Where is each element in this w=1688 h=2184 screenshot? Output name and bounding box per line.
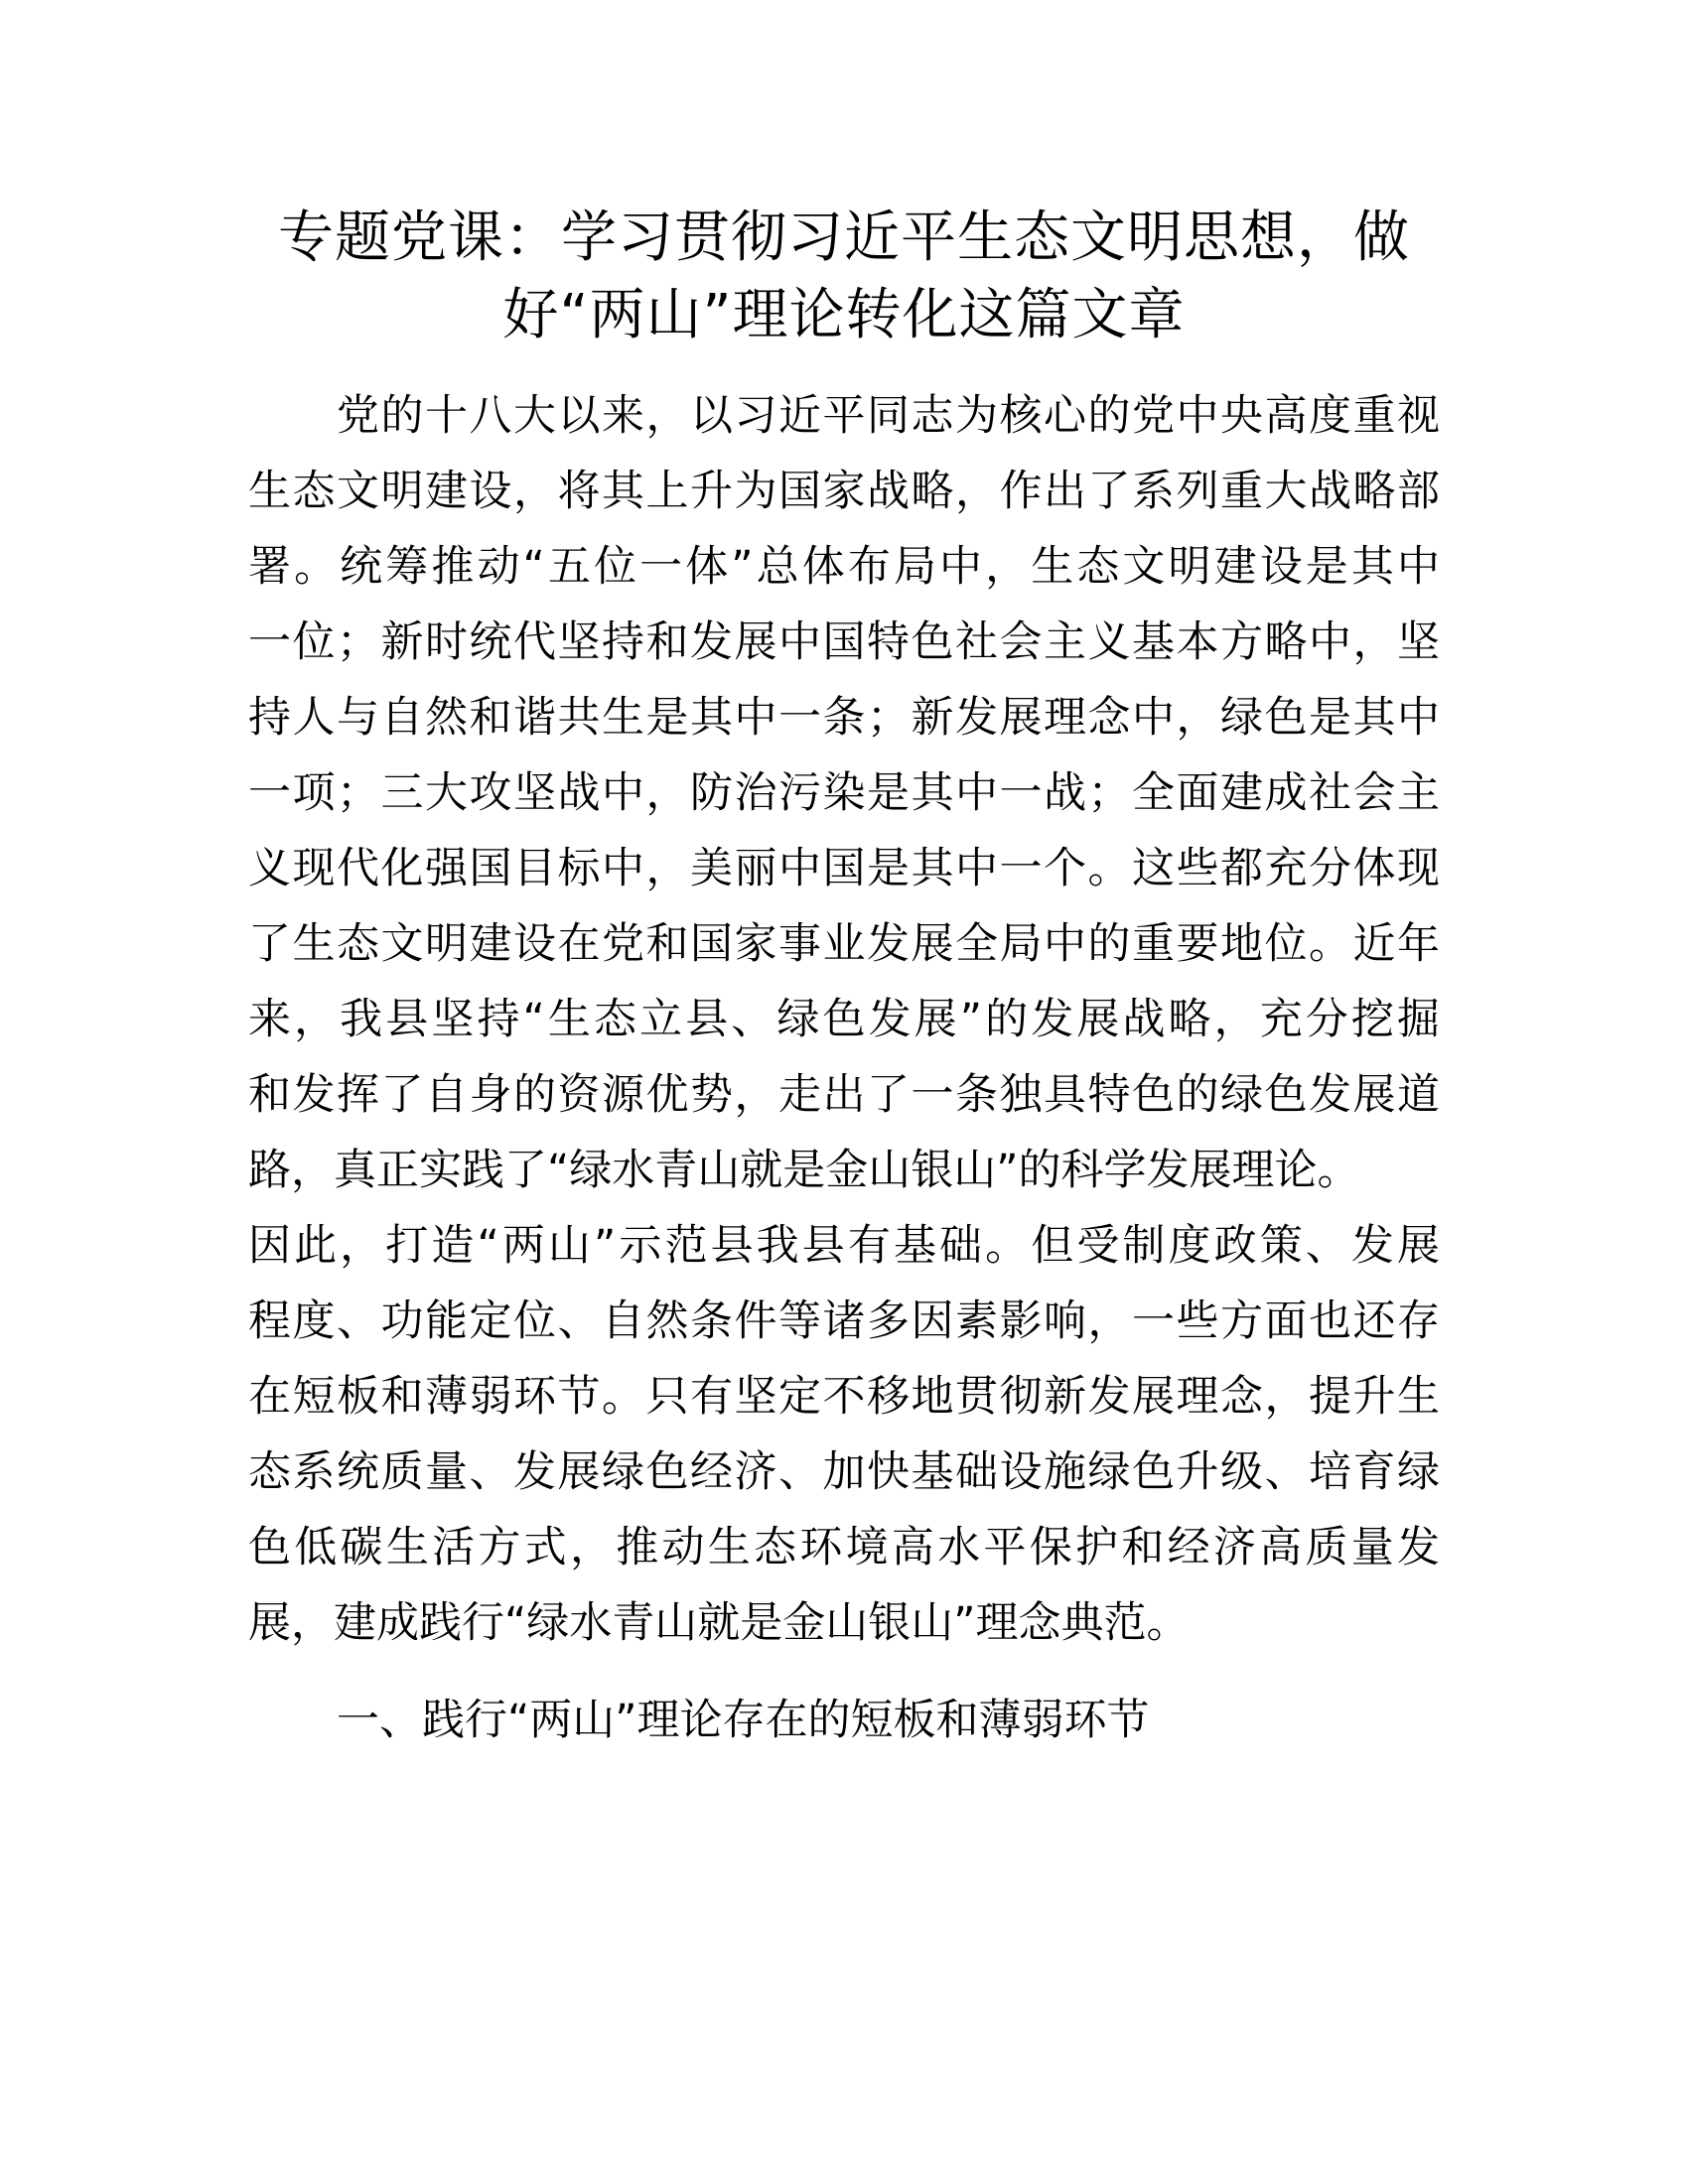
paragraph-line: 来，我县坚持“生态立县、绿色发展”的发展战略，充分挖掘 — [248, 995, 1440, 1044]
paragraph-line: 义现代化强国目标中，美丽中国是其中一个。这些都充分体现 — [248, 844, 1440, 893]
paragraph-line: 党的十八大以来，以习近平同志为核心的党中央高度重视 — [337, 391, 1440, 441]
paragraph-line: 在短板和薄弱环节。只有坚定不移地贯彻新发展理念，提升生 — [248, 1372, 1440, 1422]
paragraph-line: 程度、功能定位、自然条件等诸多因素影响，一些方面也还存 — [248, 1297, 1440, 1346]
paragraph-line: 持人与自然和谐共生是其中一条；新发展理念中，绿色是其中 — [248, 693, 1440, 743]
document-title-line-2: 好“两山”理论转化这篇文章 — [502, 283, 1186, 347]
paragraph-line: 了生态文明建设在党和国家事业发展全局中的重要地位。近年 — [248, 919, 1440, 969]
paragraph-line: 和发挥了自身的资源优势，走出了一条独具特色的绿色发展道 — [248, 1070, 1440, 1120]
paragraph-line: 署。统筹推动“五位一体”总体布局中，生态文明建设是其中 — [248, 542, 1440, 592]
paragraph-line: 色低碳生活方式，推动生态环境高水平保护和经济高质量发 — [248, 1523, 1440, 1572]
paragraph-line: 因此，打造“两山”示范县我县有基础。但受制度政策、发展 — [248, 1221, 1440, 1271]
paragraph-line: 态系统质量、发展绿色经济、加快基础设施绿色升级、培育绿 — [248, 1447, 1440, 1497]
paragraph-line: 一位；新时统代坚持和发展中国特色社会主义基本方略中，坚 — [248, 617, 1440, 667]
paragraph-line: 生态文明建设，将其上升为国家战略，作出了系列重大战略部 — [248, 467, 1440, 516]
paragraph-line: 路，真正实践了“绿水青山就是金山银山”的科学发展理论。 — [248, 1146, 1360, 1195]
paragraph-line: 一项；三大攻坚战中，防治污染是其中一战；全面建成社会主 — [248, 768, 1440, 818]
document-title-line-1: 专题党课：学习贯彻习近平生态文明思想，做 — [278, 205, 1410, 270]
section-heading: 一、践行“两山”理论存在的短板和薄弱环节 — [337, 1696, 1150, 1745]
paragraph-line: 展，建成践行“绿水青山就是金山银山”理念典范。 — [248, 1598, 1190, 1648]
